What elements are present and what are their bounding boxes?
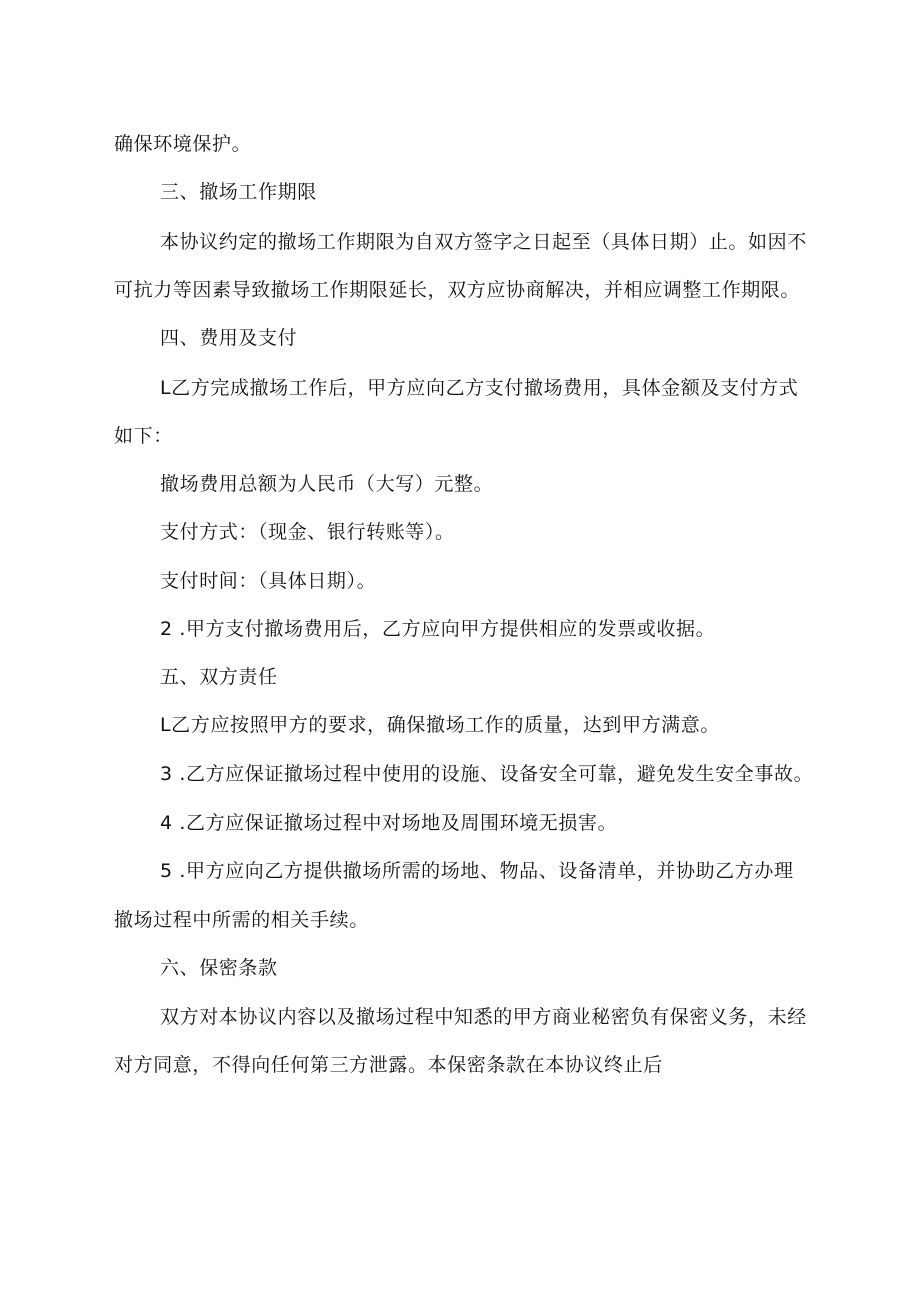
paragraph-term-line-2: 可抗力等因素导致撤场工作期限延长，双方应协商解决，并相应调整工作期限。	[114, 279, 801, 301]
section-heading-payment: 四、费用及支付	[160, 327, 298, 349]
section-heading-term: 三、撤场工作期限	[160, 181, 317, 203]
responsibility-item-4: 4 .乙方应保证撤场过程中对场地及周围环境无损害。	[160, 812, 618, 834]
payment-amount: 撤场费用总额为人民币（大写）元整。	[160, 473, 494, 495]
section-heading-confidentiality: 六、保密条款	[160, 957, 278, 979]
responsibility-item-3: 3 .乙方应保证撤场过程中使用的设施、设备安全可靠，避免发生安全事故。	[160, 763, 814, 785]
section-heading-responsibilities: 五、双方责任	[160, 666, 278, 688]
confidentiality-line-2: 对方同意，不得向任何第三方泄露。本保密条款在本协议终止后	[114, 1054, 663, 1076]
payment-method: 支付方式：（现金、银行转账等）。	[160, 521, 455, 543]
payment-item-1-line-1: L乙方完成撤场工作后，甲方应向乙方支付撤场费用，具体金额及支付方式	[160, 377, 799, 399]
payment-item-1-line-2: 如下：	[114, 425, 173, 447]
responsibility-item-5-line-2: 撤场过程中所需的相关手续。	[114, 909, 369, 931]
responsibility-item-1: L乙方应按照甲方的要求，确保撤场工作的质量，达到甲方满意。	[160, 714, 720, 736]
responsibility-item-5-line-1: 5 .甲方应向乙方提供撤场所需的场地、物品、设备清单，并协助乙方办理	[160, 860, 794, 882]
payment-item-2: 2 .甲方支付撤场费用后，乙方应向甲方提供相应的发票或收据。	[160, 618, 716, 640]
confidentiality-line-1: 双方对本协议内容以及撤场过程中知悉的甲方商业秘密负有保密义务，未经	[160, 1006, 807, 1028]
paragraph-continuation: 确保环境保护。	[114, 133, 252, 155]
payment-time: 支付时间：（具体日期）。	[160, 570, 377, 592]
paragraph-term-line-1: 本协议约定的撤场工作期限为自双方签字之日起至（具体日期）止。如因不	[160, 231, 807, 253]
